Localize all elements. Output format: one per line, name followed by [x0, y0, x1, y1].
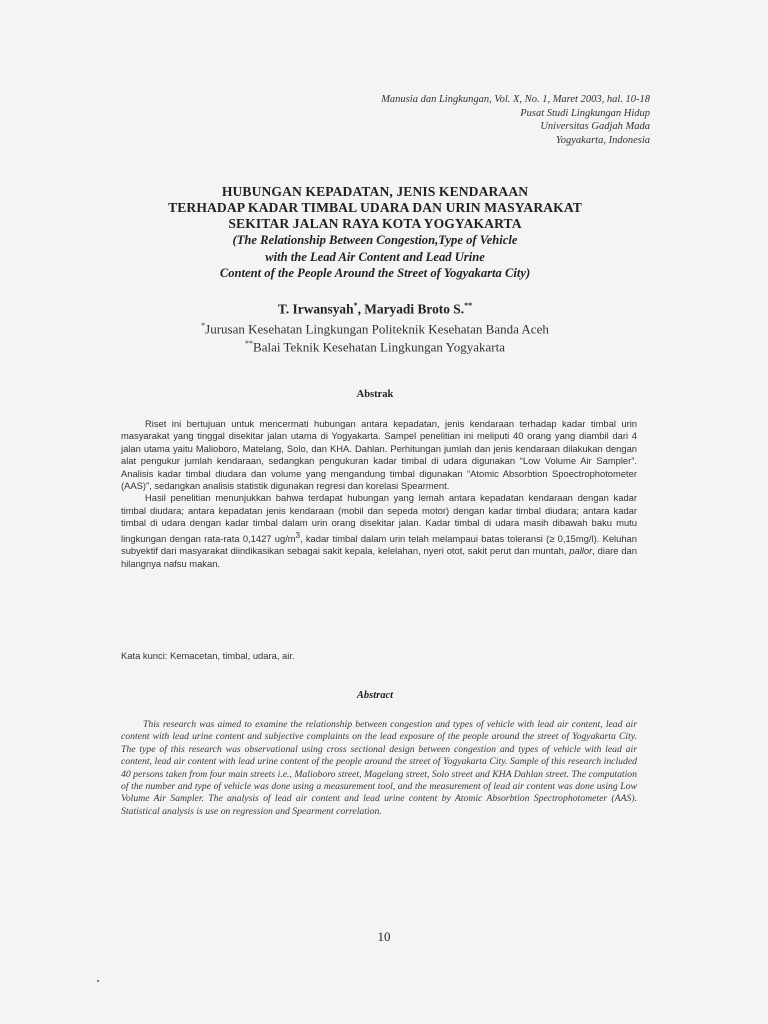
journal-location: Yogyakarta, Indonesia	[555, 134, 650, 146]
journal-header	[381, 93, 650, 147]
title-indonesian-line-3: SEKITAR JALAN RAYA KOTA YOGYAKARTA	[228, 216, 522, 231]
title-indonesian-line-1: HUBUNGAN KEPADATAN, JENIS KENDARAAN	[221, 184, 529, 199]
affiliation-1-mark: *	[201, 321, 206, 330]
affiliation-2-text: Balai Teknik Kesehatan Lingkungan Yogyakarta	[253, 339, 505, 355]
abstract-heading: Abstract	[356, 690, 394, 701]
keywords: Kata kunci: Kemacetan, timbal, udara, air.	[121, 650, 295, 661]
title-english-line-3: Content of the People Around the Street of Yogyakarta City)	[219, 266, 531, 280]
affiliation-2	[100, 339, 650, 355]
author-2: Maryadi Broto S.	[364, 301, 465, 317]
abstrak-heading: Abstrak	[356, 389, 394, 400]
journal-publisher: Pusat Studi Lingkungan Hidup	[520, 107, 650, 119]
abstrak-paragraph-2	[121, 492, 637, 570]
journal-university: Universitas Gadjah Mada	[540, 121, 650, 133]
title-english-line-1: (The Relationship Between Congestion,Type of Vehicle	[232, 233, 518, 247]
author-separator: ,	[357, 301, 365, 317]
affiliation-1	[100, 321, 650, 337]
affiliation-2-mark: **	[245, 339, 254, 348]
title-english-line-2: with the Lead Air Content and Lead Urine	[265, 249, 485, 264]
author-2-mark: **	[464, 301, 473, 310]
abstrak-para2-part1: Hasil penelitian menunjukkan bahwa terdapat hubungan yang lemah antara kepadatan kendaraan dengan kadar timbal diudara; antara kepadatan jenis kendaraan (mobil dan sepeda motor) dengan kadar timbal diudara; antara kadar timbal di udara dengan kadar timbal dalam urin orang disekitar jalan. Kadar timbal di udara masih dibawah baku mutu lingkungan dengan rata-rata 0,1427 ug/m	[121, 492, 637, 544]
page-number: 10	[377, 929, 391, 944]
author-list	[100, 301, 650, 317]
title-indonesian-line-2: TERHADAP KADAR TIMBAL UDARA DAN URIN MASYARAKAT	[168, 200, 582, 215]
abstract-english-body	[121, 719, 637, 818]
abstrak-para2-part2: , kadar timbal dalam urin telah melampaui batas toleransi (≥ 0,15mg/l). Keluhan subyektif dari masyarakat diindikasikan sebagai sakit kepala, kelelahan, nyeri otot, sakit perut dan muntah,	[121, 532, 637, 557]
author-1: T. Irwansyah	[277, 301, 354, 317]
scan-speck	[97, 980, 99, 982]
abstract-english-paragraph: This research was aimed to examine the relationship between congestion and types of vehicle with lead air content, lead air content with lead urine content and subjective complaints on the lead exposure of the people around the street of Yogyakarta City. The type of this research was observational using cross sectional design between congestion and types of vehicle with lead air content, lead air content with lead urine content of the people around the street of Yogyakarta City. Sample of this research included 40 persons taken from four main streets i.e., Malioboro street, Magelang street, Solo street and KHA Dahlan street. The computation of the number and type of vehicle was done using a measurement tool, and the measurement of lead air content was done using Low Volume Air Sampler. The analysis of lead air content and lead urine content by Atomic Absorbtion Spectrophotometer (AAS). Statistical analysis is use on regression and Spearment correlation.	[121, 719, 637, 817]
unit-superscript: 3	[295, 530, 300, 540]
journal-citation: Manusia dan Lingkungan, Vol. X, No. 1, Maret 2003, hal. 10-18	[381, 94, 650, 105]
abstrak-para2-part3: , diare dan hilangnya nafsu makan.	[121, 545, 637, 569]
abstrak-body	[121, 418, 637, 570]
abstrak-paragraph-1: Riset ini bertujuan untuk mencermati hubungan antara kepadatan, jenis kendaraan terhadap kadar timbal urin masyarakat yang tinggal disekitar jalan utama di Yogyakarta. Sampel penelitian ini meliputi 40 orang yang diambil dari 4 jalan utama yaitu Malioboro, Matelang, Solo, dan KHA. Dahlan. Perhitungan jumlah dan jenis kendaraan dilakukan dengan alat pengukur jumlah kendaraan, sedangkan pengukuran kadar timbal di udara digunakan “Low Volume Air Sampler”. Analisis kadar timbal diudara dan volume yang mengandung timbal digunakan “Atomic Absorbtion Spoectrophotometer (AAS)”, sedangkan analisis statistik digunakan regresi dan korelasi Spearment.	[121, 418, 637, 492]
affiliation-1-text: Jurusan Kesehatan Lingkungan Politeknik Kesehatan Banda Aceh	[205, 321, 549, 337]
paper-title	[100, 184, 650, 282]
author-1-mark: *	[353, 301, 358, 310]
abstrak-para2-italic: pallor	[569, 545, 593, 557]
